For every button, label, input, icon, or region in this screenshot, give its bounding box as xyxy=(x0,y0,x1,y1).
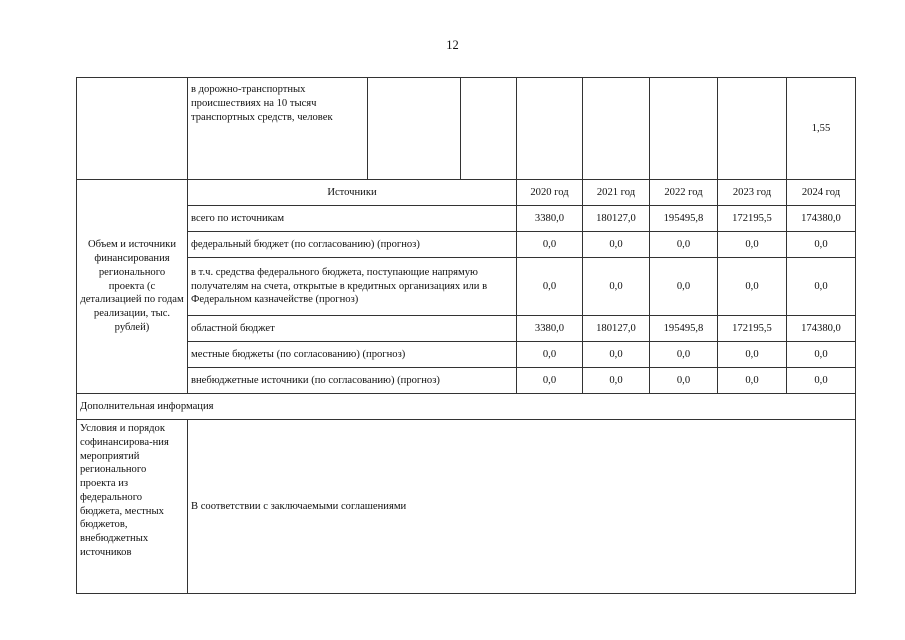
amount-cell: 0,0 xyxy=(650,368,718,394)
amount-cell: 0,0 xyxy=(718,368,787,394)
amount-cell: 0,0 xyxy=(718,258,787,316)
amount-cell: 0,0 xyxy=(517,258,583,316)
year-header: 2021 год xyxy=(583,180,650,206)
year-header: 2020 год xyxy=(517,180,583,206)
indicator-empty-cell xyxy=(650,78,718,180)
financing-row xyxy=(77,342,856,368)
amount-cell: 0,0 xyxy=(787,258,856,316)
document-table xyxy=(76,77,856,594)
amount-cell: 3380,0 xyxy=(517,316,583,342)
amount-cell: 174380,0 xyxy=(787,206,856,232)
additional-info: Дополнительная информация xyxy=(77,394,856,420)
financing-row xyxy=(77,232,856,258)
amount-cell: 0,0 xyxy=(650,258,718,316)
indicator-text: в дорожно-транспортных происшествиях на 10 тысяч транспортных средств, человек xyxy=(188,78,368,180)
amount-cell: 0,0 xyxy=(583,232,650,258)
conditions-label: Условия и порядок софинансирова-ния мероприятий регионального проекта из федерального бюджета, местных бюджетов, внебюджетных источников xyxy=(77,420,188,594)
source-name: в т.ч. средства федерального бюджета, поступающие напрямую получателям на счета, открытые в кредитных организациях или в Федеральном казначействе (прогноз) xyxy=(188,258,517,316)
financing-label-cell xyxy=(77,180,188,394)
amount-cell: 0,0 xyxy=(787,232,856,258)
indicator-value: 1,55 xyxy=(787,78,856,180)
amount-cell: 0,0 xyxy=(583,342,650,368)
indicator-empty-cell xyxy=(77,78,188,180)
amount-cell: 0,0 xyxy=(583,368,650,394)
financing-label: Объем и источники финансирования регионального проекта (с детализацией по годам реализации, тыс. рублей) xyxy=(80,239,184,333)
amount-cell: 172195,5 xyxy=(718,206,787,232)
financing-row xyxy=(77,316,856,342)
amount-cell: 0,0 xyxy=(787,342,856,368)
amount-cell: 172195,5 xyxy=(718,316,787,342)
indicator-empty-cell xyxy=(517,78,583,180)
year-header: 2024 год xyxy=(787,180,856,206)
amount-cell: 0,0 xyxy=(718,232,787,258)
amount-cell: 0,0 xyxy=(517,368,583,394)
amount-cell: 0,0 xyxy=(787,368,856,394)
financing-row xyxy=(77,206,856,232)
indicator-empty-cell xyxy=(368,78,461,180)
source-name: областной бюджет xyxy=(188,316,517,342)
financing-row xyxy=(77,258,856,316)
amount-cell: 174380,0 xyxy=(787,316,856,342)
amount-cell: 0,0 xyxy=(517,232,583,258)
sources-header: Источники xyxy=(188,180,517,206)
source-name: местные бюджеты (по согласованию) (прогноз) xyxy=(188,342,517,368)
amount-cell: 0,0 xyxy=(650,342,718,368)
page-number: 12 xyxy=(446,38,459,52)
source-name: всего по источникам xyxy=(188,206,517,232)
year-header: 2023 год xyxy=(718,180,787,206)
amount-cell: 0,0 xyxy=(650,232,718,258)
amount-cell: 0,0 xyxy=(583,258,650,316)
source-name: федеральный бюджет (по согласованию) (прогноз) xyxy=(188,232,517,258)
amount-cell: 0,0 xyxy=(718,342,787,368)
conditions-row xyxy=(77,420,856,594)
amount-cell: 180127,0 xyxy=(583,316,650,342)
indicator-empty-cell xyxy=(583,78,650,180)
amount-cell: 195495,8 xyxy=(650,206,718,232)
indicator-empty-cell xyxy=(718,78,787,180)
source-name: внебюджетные источники (по согласованию) (прогноз) xyxy=(188,368,517,394)
additional-info-row xyxy=(77,394,856,420)
conditions-value: В соответствии с заключаемыми соглашениями xyxy=(188,420,856,594)
indicator-empty-cell xyxy=(461,78,517,180)
amount-cell: 3380,0 xyxy=(517,206,583,232)
financing-header-row xyxy=(77,180,856,206)
amount-cell: 195495,8 xyxy=(650,316,718,342)
amount-cell: 0,0 xyxy=(517,342,583,368)
amount-cell: 180127,0 xyxy=(583,206,650,232)
indicator-row xyxy=(77,78,856,180)
financing-row xyxy=(77,368,856,394)
year-header: 2022 год xyxy=(650,180,718,206)
